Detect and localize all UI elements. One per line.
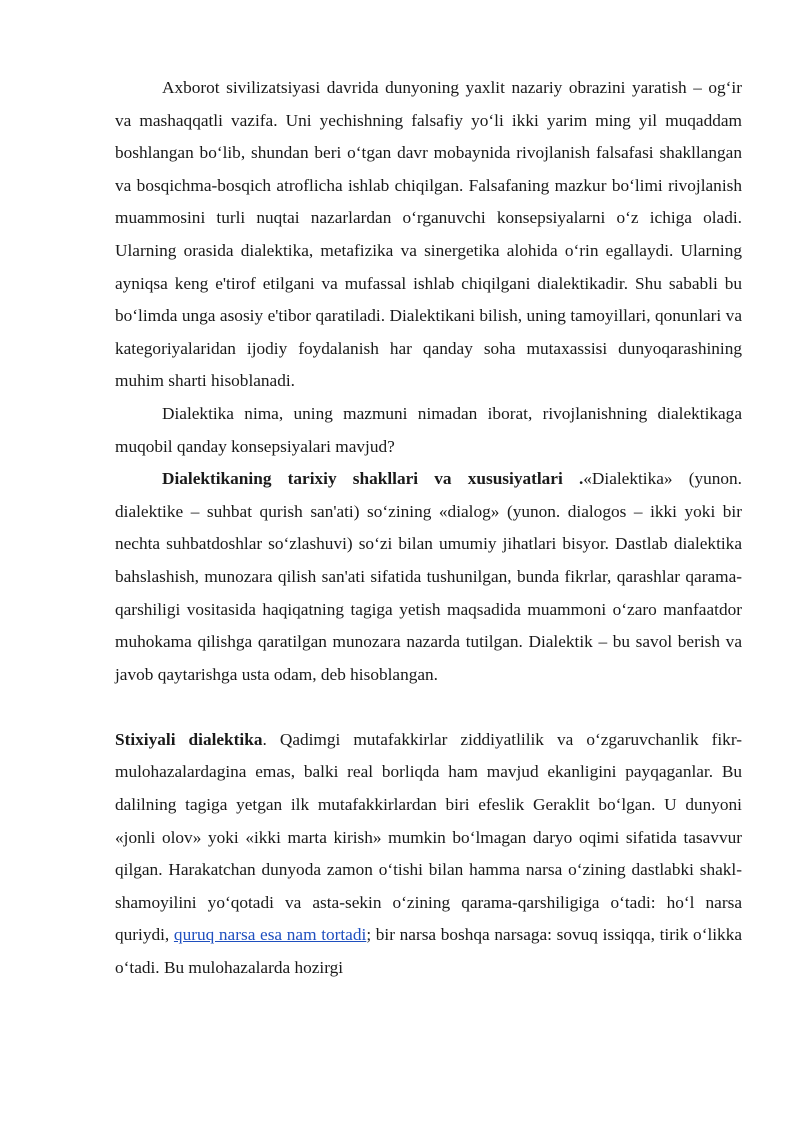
paragraph-historical-forms	[115, 463, 742, 691]
paragraph-intro: Axborot sivilizatsiyasi davrida dunyoning yaxlit nazariy obrazini yaratish – og‘ir va mashaqqatli vazifa. Uni yechishning falsafiy yo‘li ikki yarim ming yil muqaddam boshlangan bo‘lib, shundan beri o‘tgan davr mobaynida rivojlanish falsafasi shakllangan va bosqichma-bosqich atroflicha ishlab chiqilgan. Falsafaning mazkur bo‘limi rivojlanish muammosini turli nuqtai nazarlardan o‘rganuvchi konsepsiyalarni o‘z ichiga oladi. Ularning orasida dialektika, metafizika va sinergetika alohida o‘rin egallaydi. Ularning ayniqsa keng e'tirof etilgani va mufassal ishlab chiqilgani dialektikadir. Shu sababli bu bo‘limda unga asosiy e'tibor qaratiladi. Dialektikani bilish, uning tamoyillari, qonunlari va kategoriyalaridan ijodiy foydalanish har qanday soha mutaxassisi dunyoqarashining muhim sharti hisoblanadi.	[115, 78, 742, 391]
section-heading-historical-forms: Dialektikaning tarixiy shakllari va xususiyatlari .	[162, 469, 584, 489]
section-heading-spontaneous-dialectics: Stixiyali dialektika	[115, 729, 263, 749]
paragraph-question: Dialektika nima, uning mazmuni nimadan iborat, rivojlanishning dialektikaga muqobil qanday konsepsiyalari mavjud?	[115, 403, 742, 456]
paragraph-spontaneous-dialectics	[115, 724, 742, 985]
paragraph-spontaneous-text-a: . Qadimgi mutafakkirlar ziddiyatlilik va o‘zgaruvchanlik fikr-mulohazalardagina emas, balki real borliqda ham mavjud ekanligini payqaganlar. Bu dalilning tagiga yetgan ilk mutafakkirlardan biri efeslik Geraklit bo‘lgan. U dunyoni «jonli olov» yoki «ikki marta kirish» mumkin bo‘lmagan daryo oqimi sifatida tasavvur qilgan. Harakatchan dunyoda zamon o‘tishi bilan hamma narsa o‘zining dastlabki shakl-shamoyilini yo‘qotadi va asta-sekin o‘zining qarama-qarshiligiga o‘tadi: ho‘l narsa quriydi,	[115, 729, 742, 945]
paragraph-spontaneous-text-b: ; bir narsa boshqa narsaga: sovuq issiqqa, tirik o‘likka o‘tadi. Bu mulohazalarda hozirgi	[115, 925, 743, 978]
paragraph-historical-forms-text: «Dialektika» (yunon. dialektike – suhbat qurish san'ati) so‘zining «dialog» (yunon. dialogos – ikki yoki bir nechta suhbatdoshlar so‘zlashuvi) so‘zi bilan umumiy jihatlari bisyor. Dastlab dialektika bahslashish, munozara qilish san'ati sifatida tushunilgan, bunda fikrlar, qarashlar qarama-qarshiligi vositasida haqiqatning tagiga yetish maqsadida muammoni o‘zaro manfaatdor muhokama qilishga qaratilgan munozara nazarda tutilgan. Dialektik – bu savol berish va javob qaytarishga usta odam, deb hisoblangan.	[115, 469, 742, 684]
hyperlink-quruq-narsa[interactable]: quruq narsa esa nam tortadi	[173, 925, 367, 945]
document-page	[115, 72, 742, 985]
paragraph-gap	[115, 691, 742, 724]
